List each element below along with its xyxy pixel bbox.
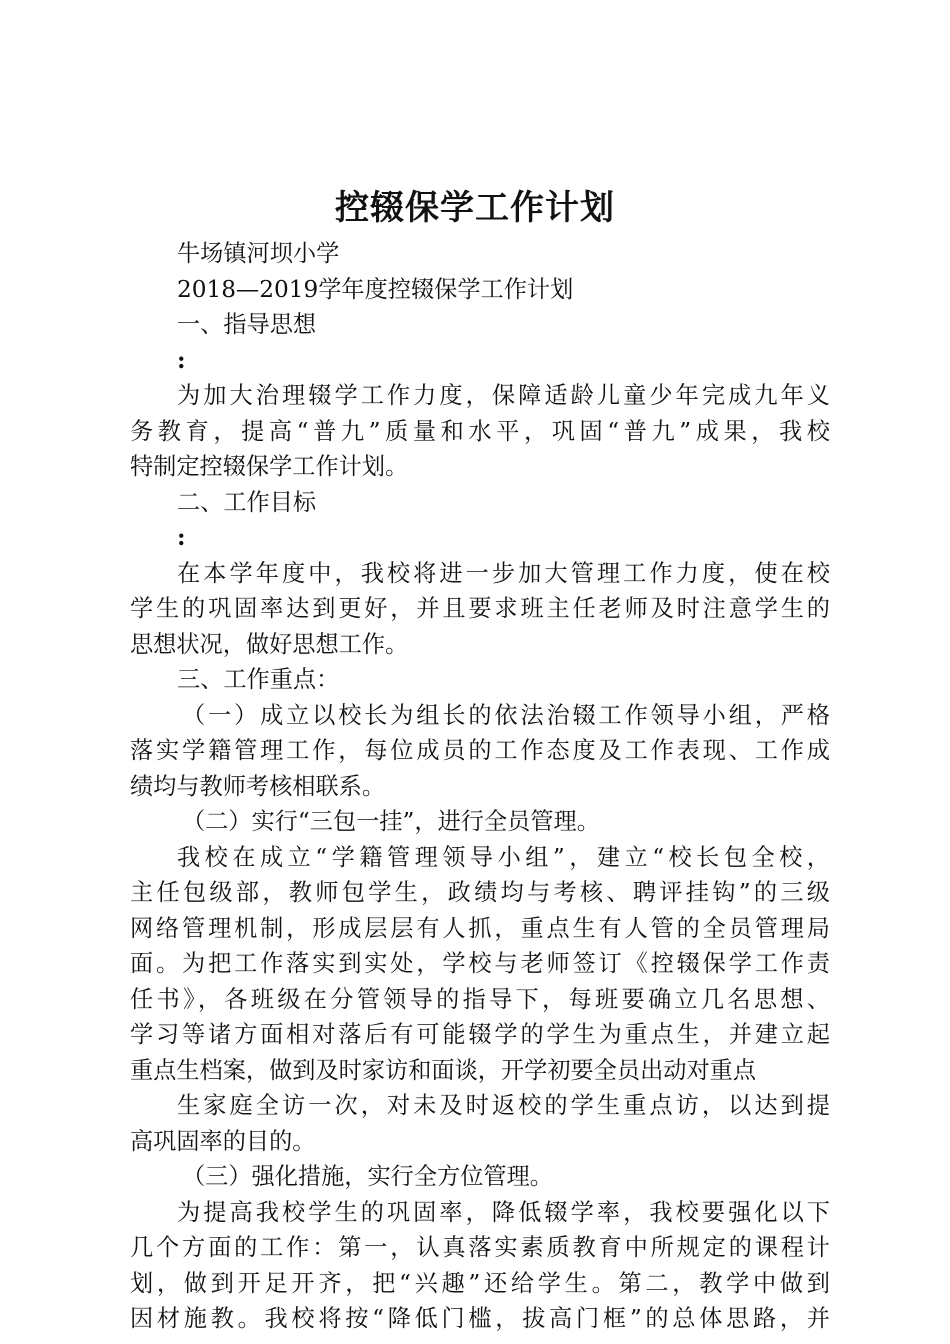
- paragraph-line: 在本学年度中，我校将进一步加大管理工作力度，使在校: [177, 559, 830, 587]
- paragraph-line: 务教育，提高“普九”质量和水平，巩固“普九”成果，我校: [130, 417, 830, 445]
- paragraph-line: 思想状况，做好思想工作。: [130, 630, 409, 658]
- paragraph-line: 为加大治理辍学工作力度，保障适龄儿童少年完成九年义: [177, 382, 830, 409]
- paragraph-line: 面。为把工作落实到实处，学校与老师签订《控辍保学工作责: [130, 950, 830, 977]
- paragraph-line: 为提高我校学生的巩固率，降低辍学率，我校要强化以下: [177, 1198, 830, 1226]
- subsection-heading: （三）强化措施，实行全方位管理。: [182, 1163, 553, 1190]
- paragraph-line: 主任包级部，教师包学生，政绩均与考核、聘评挂钩”的三级: [130, 879, 830, 906]
- paragraph-line: 生家庭全访一次，对未及时返校的学生重点访，以达到提: [177, 1092, 830, 1119]
- subsection-heading: （二）实行“三包一挂”，进行全员管理。: [182, 808, 600, 835]
- paragraph-line: 特制定控辍保学工作计划。: [130, 453, 409, 480]
- paragraph-line: 划，做到开足开齐，把“兴趣”还给学生。第二，教学中做到: [130, 1269, 830, 1297]
- paragraph-line: 落实学籍管理工作，每位成员的工作态度及工作表现、工作成: [130, 737, 830, 764]
- plan-subtitle-line: 2018—2019学年度控辍保学工作计划: [177, 275, 574, 303]
- paragraph-line: 学生的巩固率达到更好，并且要求班主任老师及时注意学生的: [130, 595, 830, 622]
- section-heading-2: 二、工作目标: [177, 488, 317, 516]
- paragraph-line: 学习等诸方面相对落后有可能辍学的学生为重点生，并建立起: [130, 1021, 830, 1048]
- paragraph-line: 几个方面的工作：第一，认真落实素质教育中所规定的课程计: [130, 1234, 830, 1261]
- section-heading-3: 三、工作重点：: [177, 666, 340, 693]
- document-title: 控辍保学工作计划: [335, 188, 615, 228]
- paragraph-line: 网络管理机制，形成层层有人抓，重点生有人管的全员管理局: [130, 914, 830, 942]
- section-heading-1: 一、指导思想: [177, 311, 317, 338]
- paragraph-line: 高巩固率的目的。: [130, 1127, 316, 1155]
- paragraph-line: 任书》，各班级在分管领导的指导下，每班要确立几名思想、: [130, 985, 830, 1013]
- paragraph-line: （一）成立以校长为组长的依法治辍工作领导小组，严格: [182, 701, 830, 729]
- paragraph-line: 我校在成立“学籍管理领导小组”，建立“校长包全校，: [177, 843, 830, 871]
- paragraph-line: 因材施教。我校将按“降低门槛，拔高门框”的总体思路，并: [130, 1305, 830, 1332]
- section-colon-2: :: [177, 524, 186, 551]
- paragraph-line: 重点生档案，做到及时家访和面谈，开学初要全员出动对重点: [130, 1056, 757, 1084]
- section-colon-1: :: [177, 346, 186, 374]
- document-body: [130, 236, 830, 1337]
- paragraph-line: 绩均与教师考核相联系。: [130, 772, 386, 800]
- school-name-line: 牛场镇河坝小学: [177, 240, 340, 267]
